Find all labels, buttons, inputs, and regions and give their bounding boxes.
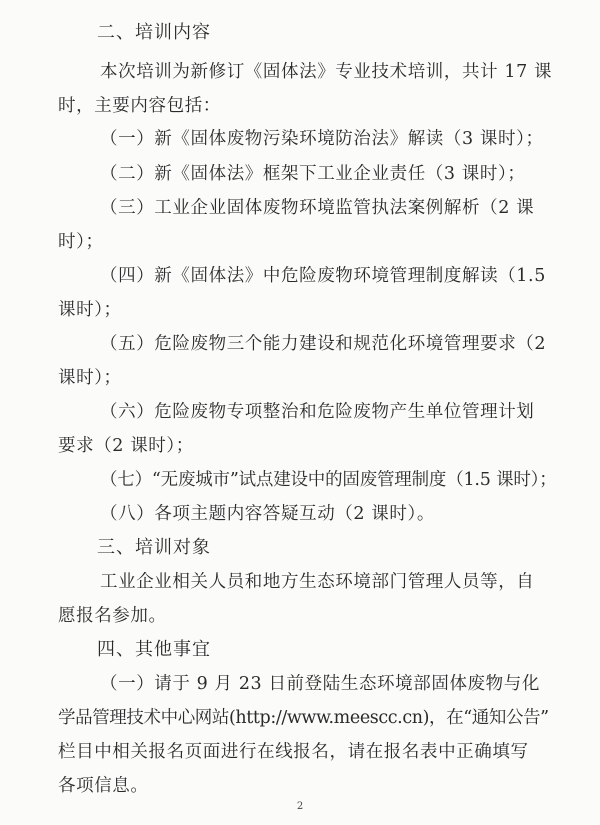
paragraph-line: 时，主要内容包括： — [58, 96, 221, 116]
paragraph-line: 本次培训为新修订《固体法》专业技术培训，共计 17 课 — [100, 62, 553, 82]
paragraph-line: （一）请于 9 月 23 日前登陆生态环境部固体废物与化 — [100, 674, 540, 694]
list-item-7: （七）“无废城市”试点建设中的固废管理制度（1.5 课时）； — [100, 470, 557, 490]
list-item-8: （八）各项主题内容答疑互动（2 课时）。 — [100, 504, 435, 524]
list-item-3: （三）工业企业固体废物环境监管执法案例解析（2 课 — [100, 198, 535, 218]
list-item-2: （二）新《固体法》框架下工业企业责任（3 课时）； — [100, 164, 526, 184]
section-heading-training-target: 三、培训对象 — [97, 537, 211, 558]
paragraph-line: 工业企业相关人员和地方生态环境部门管理人员等，自 — [100, 572, 535, 592]
paragraph-line: 各项信息。 — [58, 776, 149, 796]
page-number: 2 — [296, 801, 304, 812]
list-item-3-cont: 时）； — [58, 232, 104, 252]
section-heading-training-content: 二、培训内容 — [97, 22, 211, 43]
list-item-5: （五）危险废物三个能力建设和规范化环境管理要求（2 — [100, 334, 547, 354]
paragraph-line: 学品管理技术中心网站(http://www.meescc.cn)，在“通知公告” — [58, 708, 549, 728]
list-item-5-cont: 课时）； — [58, 368, 122, 388]
paragraph-line: 栏目中相关报名页面进行在线报名，请在报名表中正确填写 — [58, 742, 529, 762]
section-heading-other-matters: 四、其他事宜 — [97, 639, 211, 660]
paragraph-line: 愿报名参加。 — [58, 606, 167, 626]
list-item-6-cont: 要求（2 课时）； — [58, 436, 194, 456]
list-item-4-cont: 课时）； — [58, 300, 122, 320]
list-item-6: （六）危险废物专项整治和危险废物产生单位管理计划 — [100, 402, 535, 422]
list-item-1: （一）新《固体废物污染环境防治法》解读（3 课时）； — [100, 129, 544, 149]
list-item-4: （四）新《固体法》中危险废物环境管理制度解读（1.5 — [100, 266, 546, 286]
